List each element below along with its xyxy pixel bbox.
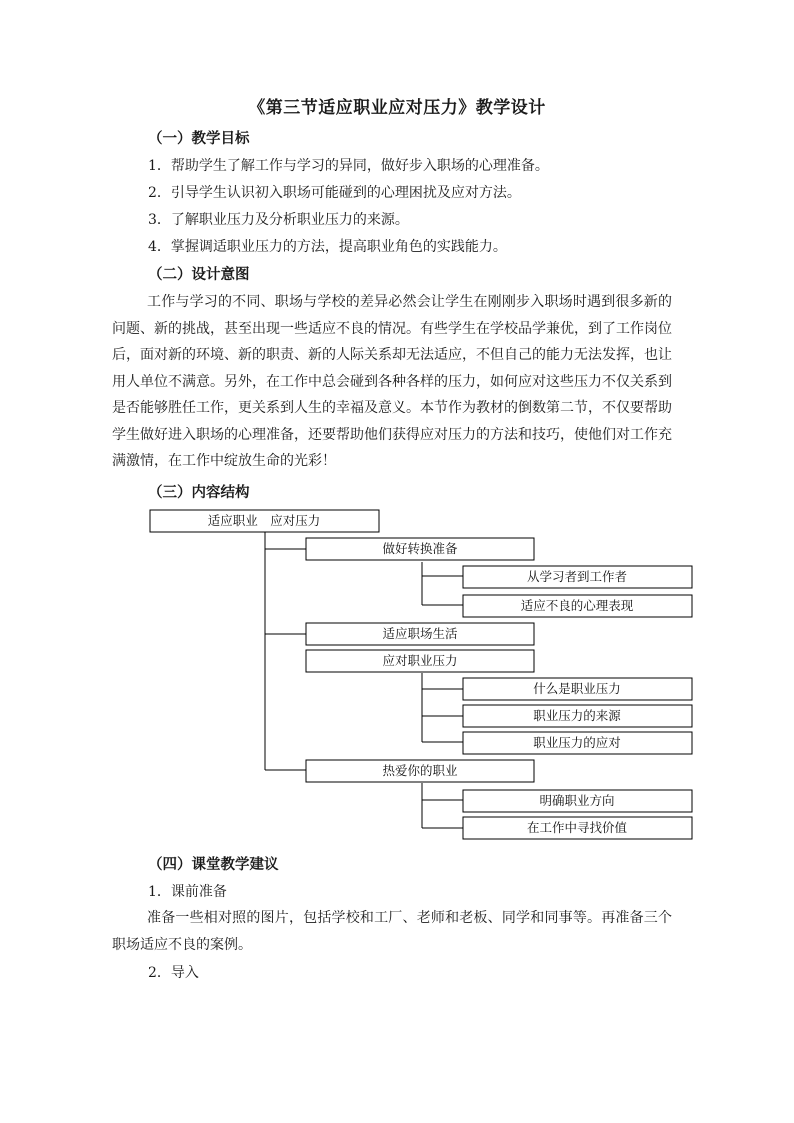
diagram-leaf-label: 在工作中寻找价值 — [526, 820, 628, 835]
diagram-leaf-label: 职业压力的应对 — [533, 735, 621, 750]
diagram-leaf-node — [463, 817, 692, 839]
document-title: 《第三节适应职业应对压力》教学设计 — [248, 98, 546, 118]
diagram-branch-node — [306, 650, 534, 672]
diagram-leaf-node — [463, 595, 692, 617]
diagram-leaf-node — [463, 732, 692, 754]
diagram-root-node — [150, 510, 379, 532]
diagram-leaf-label: 明确职业方向 — [539, 793, 615, 808]
diagram-root-label: 适应职业 应对压力 — [207, 513, 321, 528]
diagram-branch-node — [306, 623, 534, 645]
suggestion-item-2: 2．导入 — [148, 965, 199, 981]
section-heading-suggestions: （四）课堂教学建议 — [148, 856, 279, 873]
diagram-branch-node — [306, 538, 534, 560]
diagram-leaf-node — [463, 566, 692, 588]
section-heading-structure: （三）内容结构 — [148, 484, 250, 501]
diagram-branch-label: 热爱你的职业 — [382, 763, 458, 778]
intent-paragraph: 工作与学习的不同、职场与学校的差异必然会让学生在刚刚步入职场时遇到很多新的问题、新的挑战，甚至出现一些适应不良的情况。有些学生在学校品学兼优，到了工作岗位后，面对新的环境、新的职责、新的人际关系却无法适应，不但自己的能力无法发挥，也让用人单位不满意。另外，在工作中总会碰到各种各样的压力，如何应对这些压力不仅关系到是否能够胜任工作，更关系到人生的幸福及意义。本节作为教材的倒数第二节，不仅要帮助学生做好进入职场的心理准备，还要帮助他们获得应对压力的方法和技巧，使他们对工作充满激情，在工作中绽放生命的光彩！ — [112, 294, 672, 469]
diagram-branch-label: 适应职场生活 — [382, 626, 458, 641]
diagram-branch-label: 做好转换准备 — [382, 541, 458, 556]
diagram-leaf-label: 职业压力的来源 — [533, 708, 621, 723]
diagram-branch-label: 应对职业压力 — [382, 653, 458, 668]
objective-item-4: 4．掌握调适职业压力的方法，提高职业角色的实践能力。 — [148, 239, 507, 255]
diagram-leaf-node — [463, 790, 692, 812]
suggestion-item-1: 1．课前准备 — [148, 884, 227, 900]
diagram-leaf-label: 什么是职业压力 — [533, 681, 621, 696]
suggestion-paragraph: 准备一些相对照的图片，包括学校和工厂、老师和老板、同学和同事等。再准备三个职场适应不良的案例。 — [112, 910, 672, 953]
diagram-leaf-label: 从学习者到工作者 — [526, 569, 628, 584]
objective-item-1: 1．帮助学生了解工作与学习的异同，做好步入职场的心理准备。 — [148, 158, 549, 174]
diagram-branch-node — [306, 760, 534, 782]
diagram-leaf-node — [463, 678, 692, 700]
diagram-leaf-node — [463, 705, 692, 727]
diagram-leaf-label: 适应不良的心理表现 — [520, 598, 634, 613]
diagram-connectors — [265, 532, 463, 828]
section-heading-objectives: （一）教学目标 — [148, 130, 250, 147]
objective-item-2: 2．引导学生认识初入职场可能碰到的心理困扰及应对方法。 — [148, 185, 521, 201]
objective-item-3: 3．了解职业压力及分析职业压力的来源。 — [148, 212, 409, 228]
section-heading-intent: （二）设计意图 — [148, 266, 250, 283]
